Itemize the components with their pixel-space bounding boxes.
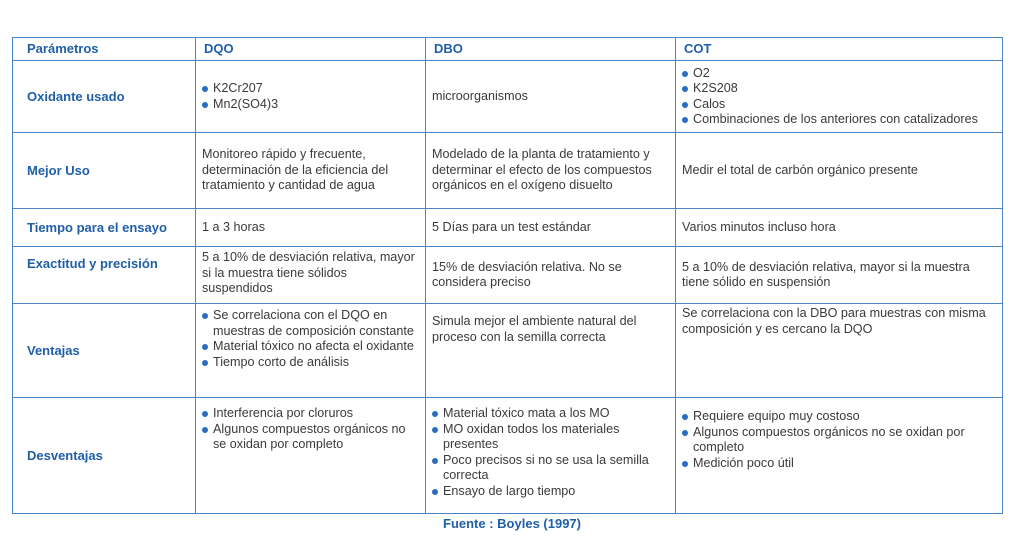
list-item: MO oxidan todos los materiales presentes	[432, 422, 671, 453]
cell-dbo-exactitud: 15% de desviación relativa. No se considera preciso	[426, 247, 676, 304]
list-item: O2	[682, 66, 998, 82]
header-dqo: DQO	[196, 38, 426, 61]
row-label-mejor-uso: Mejor Uso	[13, 133, 196, 209]
cell-dbo-mejor-uso: Modelado de la planta de tratamiento y determinar el efecto de los compuestos orgánicos en el oxígeno disuelto	[426, 133, 676, 209]
list-item: Algunos compuestos orgánicos no se oxidan por completo	[682, 425, 998, 456]
cell-cot-desventajas	[676, 398, 1003, 514]
row-label-oxidante: Oxidante usado	[13, 61, 196, 133]
list-item: Ensayo de largo tiempo	[432, 484, 671, 500]
header-row	[13, 38, 1003, 61]
row-oxidante	[13, 61, 1003, 133]
list-item: Interferencia por cloruros	[202, 406, 421, 422]
cell-dbo-tiempo: 5 Días para un test estándar	[426, 209, 676, 247]
list-item: Calos	[682, 97, 998, 113]
list-item: Tiempo corto de análisis	[202, 355, 421, 371]
cell-dbo-desventajas	[426, 398, 676, 514]
row-label-exactitud: Exactitud y precisión	[13, 247, 196, 304]
cell-dqo-desventajas	[196, 398, 426, 514]
row-mejor-uso	[13, 133, 1003, 209]
header-cot: COT	[676, 38, 1003, 61]
row-exactitud	[13, 247, 1003, 304]
row-ventajas	[13, 304, 1003, 398]
row-label-tiempo: Tiempo para el ensayo	[13, 209, 196, 247]
row-label-desventajas: Desventajas	[13, 398, 196, 514]
list-item: Mn2(SO4)3	[202, 97, 421, 113]
list-item: Algunos compuestos orgánicos no se oxidan por completo	[202, 422, 421, 453]
cell-dbo-ventajas: Simula mejor el ambiente natural del proceso con la semilla correcta	[426, 304, 676, 398]
list-item: Se correlaciona con el DQO en muestras de composición constante	[202, 308, 421, 339]
cell-cot-tiempo: Varios minutos incluso hora	[676, 209, 1003, 247]
cell-dqo-oxidante	[196, 61, 426, 133]
cell-dbo-oxidante: microorganismos	[426, 61, 676, 133]
header-parametros: Parámetros	[13, 38, 196, 61]
list-item: K2S208	[682, 81, 998, 97]
list-item: Medición poco útil	[682, 456, 998, 472]
row-label-ventajas: Ventajas	[13, 304, 196, 398]
list-item: Poco precisos si no se usa la semilla correcta	[432, 453, 671, 484]
cell-cot-exactitud: 5 a 10% de desviación relativa, mayor si la muestra tiene sólido en suspensión	[676, 247, 1003, 304]
comparison-table	[12, 37, 1003, 514]
cell-cot-ventajas: Se correlaciona con la DBO para muestras con misma composición y es cercano la DQO	[676, 304, 1003, 398]
list-item: Requiere equipo muy costoso	[682, 409, 998, 425]
cell-cot-oxidante	[676, 61, 1003, 133]
source-caption: Fuente : Boyles (1997)	[443, 516, 581, 531]
list-item: Material tóxico mata a los MO	[432, 406, 671, 422]
header-dbo: DBO	[426, 38, 676, 61]
cell-dqo-exactitud: 5 a 10% de desviación relativa, mayor si la muestra tiene sólidos suspendidos	[196, 247, 426, 304]
cell-cot-mejor-uso: Medir el total de carbón orgánico presente	[676, 133, 1003, 209]
row-tiempo	[13, 209, 1003, 247]
list-item: Combinaciones de los anteriores con catalizadores	[682, 112, 998, 128]
list-item: Material tóxico no afecta el oxidante	[202, 339, 421, 355]
list-item: K2Cr207	[202, 81, 421, 97]
cell-dqo-tiempo: 1 a 3 horas	[196, 209, 426, 247]
row-desventajas	[13, 398, 1003, 514]
cell-dqo-ventajas	[196, 304, 426, 398]
cell-dqo-mejor-uso: Monitoreo rápido y frecuente, determinación de la eficiencia del tratamiento y cantidad de agua	[196, 133, 426, 209]
